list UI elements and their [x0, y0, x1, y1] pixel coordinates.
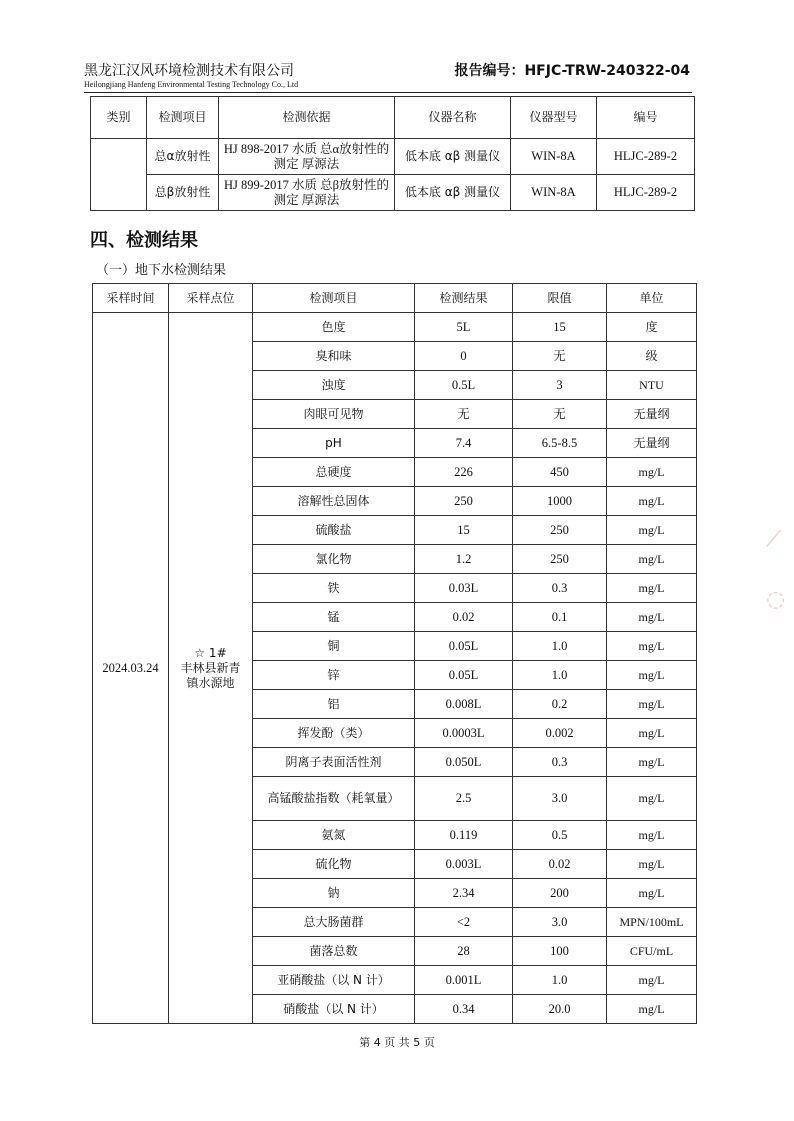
company-name-en: Heilongjiang Hanfeng Environmental Testing Technology Co., Ltd — [84, 80, 299, 89]
result-limit: 1000 — [513, 487, 607, 516]
result-item: 锌 — [253, 661, 415, 690]
result-item: 溶解性总固体 — [253, 487, 415, 516]
result-unit: mg/L — [607, 516, 697, 545]
result-value: 2.5 — [415, 777, 513, 821]
method-header-row — [91, 97, 695, 139]
method-code: HLJC-289-2 — [597, 139, 695, 175]
result-limit: 0.02 — [513, 850, 607, 879]
result-value: <2 — [415, 908, 513, 937]
result-unit: 无量纲 — [607, 400, 697, 429]
result-unit: mg/L — [607, 545, 697, 574]
sample-date: 2024.03.24 — [93, 313, 169, 1024]
result-unit: 级 — [607, 342, 697, 371]
result-value: 0.008L — [415, 690, 513, 719]
results-header-result: 检测结果 — [415, 284, 513, 313]
result-item: pH — [253, 429, 415, 458]
result-item: 臭和味 — [253, 342, 415, 371]
result-item: 锰 — [253, 603, 415, 632]
result-unit: mg/L — [607, 661, 697, 690]
result-item: 高锰酸盐指数（耗氧量） — [253, 777, 415, 821]
result-value: 250 — [415, 487, 513, 516]
result-item: 总硬度 — [253, 458, 415, 487]
method-header-code: 编号 — [597, 97, 695, 139]
result-unit: 度 — [607, 313, 697, 342]
sample-site-name: 丰林县新青镇水源地 — [180, 660, 241, 690]
result-item: 肉眼可见物 — [253, 400, 415, 429]
result-value: 7.4 — [415, 429, 513, 458]
method-header-model: 仪器型号 — [511, 97, 597, 139]
method-category-cell — [91, 139, 147, 211]
result-unit: 无量纲 — [607, 429, 697, 458]
method-header-instrument: 仪器名称 — [395, 97, 511, 139]
header-divider — [84, 92, 692, 93]
method-basis: HJ 898-2017 水质 总α放射性的测定 厚源法 — [219, 139, 395, 175]
result-limit: 15 — [513, 313, 607, 342]
result-value: 0.5L — [415, 371, 513, 400]
result-limit: 0.2 — [513, 690, 607, 719]
result-value: 28 — [415, 937, 513, 966]
result-item: 菌落总数 — [253, 937, 415, 966]
result-item: 硫化物 — [253, 850, 415, 879]
result-unit: mg/L — [607, 966, 697, 995]
result-limit: 0.5 — [513, 821, 607, 850]
method-table — [90, 96, 695, 211]
results-header-unit: 单位 — [607, 284, 697, 313]
result-unit: mg/L — [607, 777, 697, 821]
method-header-item: 检测项目 — [147, 97, 219, 139]
result-value: 5L — [415, 313, 513, 342]
result-value: 0.02 — [415, 603, 513, 632]
subsection-title: （一）地下水检测结果 — [96, 263, 227, 278]
result-unit: mg/L — [607, 719, 697, 748]
result-unit: NTU — [607, 371, 697, 400]
result-item: 铁 — [253, 574, 415, 603]
result-limit: 1.0 — [513, 966, 607, 995]
result-limit: 1.0 — [513, 661, 607, 690]
result-value: 2.34 — [415, 879, 513, 908]
result-item: 挥发酚（类） — [253, 719, 415, 748]
result-unit: CFU/mL — [607, 937, 697, 966]
result-value: 0.03L — [415, 574, 513, 603]
result-limit: 100 — [513, 937, 607, 966]
result-value: 226 — [415, 458, 513, 487]
result-value: 0.34 — [415, 995, 513, 1024]
result-unit: mg/L — [607, 748, 697, 777]
result-value: 0.0003L — [415, 719, 513, 748]
seal-stamp-fragment: ⟋ ◌ — [766, 527, 786, 612]
result-item: 钠 — [253, 879, 415, 908]
result-limit: 3.0 — [513, 777, 607, 821]
result-item: 硫酸盐 — [253, 516, 415, 545]
result-item: 阴离子表面活性剂 — [253, 748, 415, 777]
result-unit: mg/L — [607, 632, 697, 661]
results-header-date: 采样时间 — [93, 284, 169, 313]
result-limit: 200 — [513, 879, 607, 908]
result-item: 氨氮 — [253, 821, 415, 850]
sample-site-cell — [169, 313, 253, 1024]
result-limit: 250 — [513, 516, 607, 545]
results-header-row — [93, 284, 697, 313]
result-limit: 0.1 — [513, 603, 607, 632]
method-item: 总α放射性 — [147, 139, 219, 175]
result-limit: 250 — [513, 545, 607, 574]
method-instrument: 低本底 αβ 测量仪 — [395, 139, 511, 175]
result-limit: 1.0 — [513, 632, 607, 661]
company-name: 黑龙江汉风环境检测技术有限公司 — [84, 63, 294, 79]
result-value: 0.119 — [415, 821, 513, 850]
result-unit: mg/L — [607, 821, 697, 850]
result-item: 铜 — [253, 632, 415, 661]
result-item: 氯化物 — [253, 545, 415, 574]
result-item: 总大肠菌群 — [253, 908, 415, 937]
result-unit: MPN/100mL — [607, 908, 697, 937]
method-row — [91, 175, 695, 211]
result-value: 1.2 — [415, 545, 513, 574]
result-limit: 450 — [513, 458, 607, 487]
result-unit: mg/L — [607, 574, 697, 603]
result-value: 0.003L — [415, 850, 513, 879]
results-table — [92, 283, 697, 1024]
method-basis: HJ 899-2017 水质 总β放射性的测定 厚源法 — [219, 175, 395, 211]
results-header-limit: 限值 — [513, 284, 607, 313]
result-limit: 3 — [513, 371, 607, 400]
result-limit: 0.002 — [513, 719, 607, 748]
result-limit: 6.5-8.5 — [513, 429, 607, 458]
method-model: WIN-8A — [511, 175, 597, 211]
method-header-basis: 检测依据 — [219, 97, 395, 139]
result-unit: mg/L — [607, 603, 697, 632]
result-limit: 3.0 — [513, 908, 607, 937]
page-footer: 第 4 页 共 5 页 — [359, 1036, 435, 1049]
table-row — [93, 313, 697, 342]
result-limit: 20.0 — [513, 995, 607, 1024]
result-item: 铝 — [253, 690, 415, 719]
result-value: 0 — [415, 342, 513, 371]
method-instrument: 低本底 αβ 测量仪 — [395, 175, 511, 211]
result-value: 无 — [415, 400, 513, 429]
report-number: 报告编号：HFJC-TRW-240322-04 — [454, 63, 690, 79]
result-value: 0.001L — [415, 966, 513, 995]
result-value: 0.050L — [415, 748, 513, 777]
result-item: 浊度 — [253, 371, 415, 400]
result-unit: mg/L — [607, 879, 697, 908]
result-unit: mg/L — [607, 690, 697, 719]
result-value: 0.05L — [415, 661, 513, 690]
result-limit: 无 — [513, 342, 607, 371]
result-limit: 0.3 — [513, 574, 607, 603]
section-title: 四、检测结果 — [90, 230, 198, 251]
method-item: 总β放射性 — [147, 175, 219, 211]
method-model: WIN-8A — [511, 139, 597, 175]
results-header-item: 检测项目 — [253, 284, 415, 313]
result-item: 硝酸盐（以 N 计） — [253, 995, 415, 1024]
result-value: 0.05L — [415, 632, 513, 661]
result-unit: mg/L — [607, 850, 697, 879]
result-item: 色度 — [253, 313, 415, 342]
result-limit: 0.3 — [513, 748, 607, 777]
sample-site-mark: ☆ 1# — [194, 645, 227, 660]
result-unit: mg/L — [607, 458, 697, 487]
method-row — [91, 139, 695, 175]
result-value: 15 — [415, 516, 513, 545]
result-item: 亚硝酸盐（以 N 计） — [253, 966, 415, 995]
results-header-site: 采样点位 — [169, 284, 253, 313]
result-unit: mg/L — [607, 487, 697, 516]
method-header-category: 类别 — [91, 97, 147, 139]
result-unit: mg/L — [607, 995, 697, 1024]
result-limit: 无 — [513, 400, 607, 429]
method-code: HLJC-289-2 — [597, 175, 695, 211]
